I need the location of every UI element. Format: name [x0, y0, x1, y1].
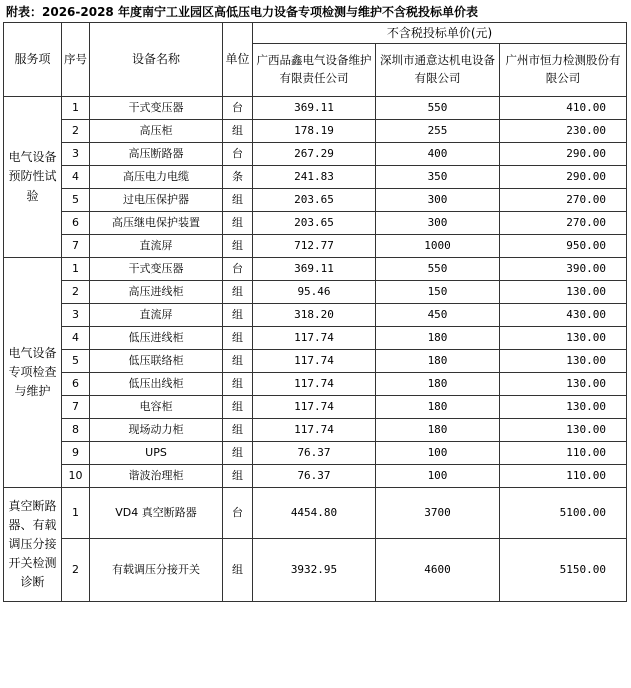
price-company-2-cell: 150 — [376, 281, 500, 304]
seq-cell: 3 — [62, 143, 90, 166]
price-company-2-cell: 400 — [376, 143, 500, 166]
seq-cell: 4 — [62, 327, 90, 350]
unit-cell: 条 — [223, 166, 253, 189]
unit-cell: 组 — [223, 212, 253, 235]
price-company-1-cell: 4454.80 — [253, 488, 376, 539]
price-company-1-cell: 3932.95 — [253, 539, 376, 602]
price-company-1-cell: 241.83 — [253, 166, 376, 189]
price-company-3-cell: 410.00 — [500, 97, 627, 120]
seq-cell: 2 — [62, 539, 90, 602]
price-company-1-cell: 76.37 — [253, 465, 376, 488]
unit-cell: 组 — [223, 396, 253, 419]
unit-cell: 台 — [223, 143, 253, 166]
price-company-3-cell: 130.00 — [500, 350, 627, 373]
price-company-2-cell: 180 — [376, 419, 500, 442]
unit-cell: 台 — [223, 97, 253, 120]
price-company-3-cell: 5100.00 — [500, 488, 627, 539]
seq-cell: 6 — [62, 373, 90, 396]
unit-cell: 组 — [223, 327, 253, 350]
unit-cell: 台 — [223, 488, 253, 539]
price-company-2-cell: 100 — [376, 465, 500, 488]
price-company-2-cell: 350 — [376, 166, 500, 189]
unit-cell: 组 — [223, 120, 253, 143]
price-company-1-cell: 117.74 — [253, 327, 376, 350]
page-title: 附表：2026-2028 年度南宁工业园区高低压电力设备专项检测与维护不含税投标单价表 — [6, 5, 478, 19]
table-body — [4, 97, 627, 602]
table-row — [4, 350, 627, 373]
price-company-3-cell: 390.00 — [500, 258, 627, 281]
price-company-3-cell: 130.00 — [500, 419, 627, 442]
equipment-name-cell: 低压联络柜 — [90, 350, 223, 373]
unit-cell: 组 — [223, 235, 253, 258]
service-category: 电气设备预防性试验 — [4, 97, 62, 258]
equipment-name-cell: 直流屏 — [90, 235, 223, 258]
service-category: 电气设备专项检查与维护 — [4, 258, 62, 488]
header-price-group: 不含税投标单价(元) — [253, 23, 627, 44]
table-row — [4, 396, 627, 419]
table-row — [4, 212, 627, 235]
price-company-1-cell: 369.11 — [253, 97, 376, 120]
unit-cell: 组 — [223, 350, 253, 373]
table-row — [4, 327, 627, 350]
equipment-name-cell: 高压电力电缆 — [90, 166, 223, 189]
table-row — [4, 120, 627, 143]
price-company-2-cell: 255 — [376, 120, 500, 143]
table-row — [4, 539, 627, 602]
price-company-3-cell: 230.00 — [500, 120, 627, 143]
price-company-1-cell: 95.46 — [253, 281, 376, 304]
price-company-3-cell: 290.00 — [500, 166, 627, 189]
header-company-2: 深圳市通意达机电设备有限公司 — [376, 44, 500, 97]
seq-cell: 2 — [62, 281, 90, 304]
seq-cell: 8 — [62, 419, 90, 442]
price-company-3-cell: 270.00 — [500, 212, 627, 235]
price-company-3-cell: 130.00 — [500, 327, 627, 350]
table-row — [4, 465, 627, 488]
equipment-name-cell: 电容柜 — [90, 396, 223, 419]
header-unit: 单位 — [223, 23, 253, 97]
header-seq: 序号 — [62, 23, 90, 97]
price-company-2-cell: 550 — [376, 97, 500, 120]
price-company-2-cell: 180 — [376, 350, 500, 373]
price-company-1-cell: 369.11 — [253, 258, 376, 281]
price-company-2-cell: 550 — [376, 258, 500, 281]
seq-cell: 5 — [62, 350, 90, 373]
price-company-2-cell: 3700 — [376, 488, 500, 539]
equipment-name-cell: VD4 真空断路器 — [90, 488, 223, 539]
price-company-3-cell: 290.00 — [500, 143, 627, 166]
unit-cell: 组 — [223, 304, 253, 327]
table-row — [4, 281, 627, 304]
seq-cell: 3 — [62, 304, 90, 327]
price-company-3-cell: 430.00 — [500, 304, 627, 327]
price-company-1-cell: 318.20 — [253, 304, 376, 327]
unit-cell: 组 — [223, 189, 253, 212]
price-company-2-cell: 100 — [376, 442, 500, 465]
service-category: 真空断路器、有载调压分接开关检测诊断 — [4, 488, 62, 602]
price-company-1-cell: 178.19 — [253, 120, 376, 143]
table-row — [4, 258, 627, 281]
equipment-name-cell: 高压断路器 — [90, 143, 223, 166]
price-company-1-cell: 76.37 — [253, 442, 376, 465]
seq-cell: 7 — [62, 396, 90, 419]
equipment-name-cell: 高压继电保护装置 — [90, 212, 223, 235]
seq-cell: 1 — [62, 488, 90, 539]
unit-cell: 台 — [223, 258, 253, 281]
price-company-1-cell: 712.77 — [253, 235, 376, 258]
price-company-2-cell: 180 — [376, 373, 500, 396]
table-row — [4, 419, 627, 442]
price-company-3-cell: 130.00 — [500, 373, 627, 396]
table-row — [4, 304, 627, 327]
equipment-name-cell: 干式变压器 — [90, 258, 223, 281]
price-company-3-cell: 110.00 — [500, 465, 627, 488]
price-company-1-cell: 267.29 — [253, 143, 376, 166]
price-company-3-cell: 270.00 — [500, 189, 627, 212]
equipment-name-cell: 低压出线柜 — [90, 373, 223, 396]
seq-cell: 9 — [62, 442, 90, 465]
seq-cell: 1 — [62, 258, 90, 281]
price-company-2-cell: 450 — [376, 304, 500, 327]
table-row — [4, 442, 627, 465]
price-company-1-cell: 117.74 — [253, 350, 376, 373]
price-company-2-cell: 180 — [376, 396, 500, 419]
price-table — [3, 22, 627, 602]
price-company-3-cell: 5150.00 — [500, 539, 627, 602]
price-company-3-cell: 130.00 — [500, 281, 627, 304]
seq-cell: 6 — [62, 212, 90, 235]
price-company-3-cell: 110.00 — [500, 442, 627, 465]
price-company-1-cell: 117.74 — [253, 396, 376, 419]
equipment-name-cell: 干式变压器 — [90, 97, 223, 120]
equipment-name-cell: UPS — [90, 442, 223, 465]
price-company-2-cell: 300 — [376, 189, 500, 212]
unit-cell: 组 — [223, 419, 253, 442]
price-company-2-cell: 180 — [376, 327, 500, 350]
table-row — [4, 488, 627, 539]
table-row — [4, 97, 627, 120]
equipment-name-cell: 直流屏 — [90, 304, 223, 327]
table-row — [4, 373, 627, 396]
equipment-name-cell: 现场动力柜 — [90, 419, 223, 442]
header-company-3: 广州市恒力检测股份有限公司 — [500, 44, 627, 97]
price-company-3-cell: 130.00 — [500, 396, 627, 419]
price-company-2-cell: 4600 — [376, 539, 500, 602]
header-name: 设备名称 — [90, 23, 223, 97]
seq-cell: 4 — [62, 166, 90, 189]
table-row — [4, 189, 627, 212]
price-company-1-cell: 203.65 — [253, 189, 376, 212]
unit-cell: 组 — [223, 465, 253, 488]
unit-cell: 组 — [223, 373, 253, 396]
price-company-1-cell: 203.65 — [253, 212, 376, 235]
price-company-1-cell: 117.74 — [253, 373, 376, 396]
seq-cell: 2 — [62, 120, 90, 143]
seq-cell: 10 — [62, 465, 90, 488]
equipment-name-cell: 高压进线柜 — [90, 281, 223, 304]
equipment-name-cell: 有载调压分接开关 — [90, 539, 223, 602]
table-row — [4, 166, 627, 189]
seq-cell: 5 — [62, 189, 90, 212]
table-row — [4, 235, 627, 258]
equipment-name-cell: 高压柜 — [90, 120, 223, 143]
equipment-name-cell: 低压进线柜 — [90, 327, 223, 350]
unit-cell: 组 — [223, 281, 253, 304]
price-company-2-cell: 300 — [376, 212, 500, 235]
header-company-1: 广西品鑫电气设备维护有限责任公司 — [253, 44, 376, 97]
price-company-3-cell: 950.00 — [500, 235, 627, 258]
header-service: 服务项 — [4, 23, 62, 97]
equipment-name-cell: 谐波治理柜 — [90, 465, 223, 488]
price-company-1-cell: 117.74 — [253, 419, 376, 442]
unit-cell: 组 — [223, 539, 253, 602]
equipment-name-cell: 过电压保护器 — [90, 189, 223, 212]
price-company-2-cell: 1000 — [376, 235, 500, 258]
seq-cell: 1 — [62, 97, 90, 120]
unit-cell: 组 — [223, 442, 253, 465]
seq-cell: 7 — [62, 235, 90, 258]
table-row — [4, 143, 627, 166]
